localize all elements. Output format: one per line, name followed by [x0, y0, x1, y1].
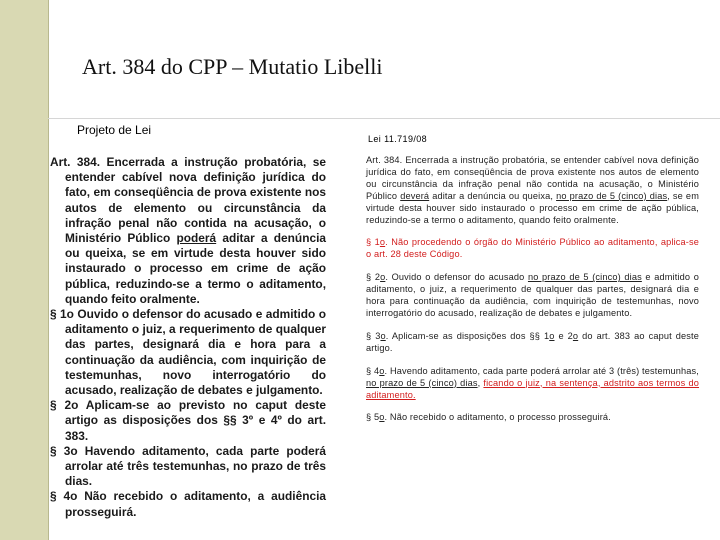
- law-p3-ordinal-b: o: [549, 330, 555, 341]
- law-p3-num: § 3: [366, 330, 381, 341]
- law-article: [366, 155, 699, 226]
- law-article-text-a: Art. 384. Encerrada a instrução probatória, se entender cabível nova definição jurídica do fato, em conseqüência de prova existente nos autos de elemento ou circunstância da infração penal não contida na acusação, o Ministério Público: [366, 155, 699, 201]
- bill-article-text-b: aditar a denúncia ou queixa, se em virtude desta houver sido instaurado o processo em crime de ação pública, reduzindo-se a termo o aditamento, quando feito oralmente.: [65, 231, 326, 306]
- bill-paragraph-2: § 2o Aplicam-se ao previsto no caput deste artigo as disposições dos §§ 3º e 4º do art. 383.: [50, 398, 326, 443]
- decorative-side-bar: [0, 0, 48, 540]
- left-column-heading: Projeto de Lei: [77, 123, 152, 137]
- law-paragraph-4: [366, 366, 699, 402]
- law-p4-emphasis: no prazo de 5 (cinco) dias: [366, 377, 478, 388]
- law-p2-ordinal: o: [380, 272, 386, 283]
- bill-paragraph-3: § 3o Havendo aditamento, cada parte poderá arrolar até três testemunhas, no prazo de três dias.: [50, 443, 326, 489]
- law-p2-num: § 2: [366, 272, 381, 283]
- bill-article-emphasis: poderá: [176, 231, 217, 246]
- law-article-text-c: , se em virtude desta houver sido instaurado o processo em crime de ação pública, reduzindo-se a termo o aditamento, quando feito oralmente.: [366, 190, 700, 225]
- law-p5-num: § 5: [366, 412, 380, 423]
- bill-text-column: [50, 155, 326, 520]
- law-p4-num: § 4: [366, 365, 380, 376]
- law-paragraph-1: [366, 237, 699, 261]
- law-paragraph-5: [366, 412, 699, 424]
- law-paragraph-3: [366, 331, 699, 355]
- law-p2-text-b: e admitido o aditamento, o juiz, a requerimento de qualquer das partes, designará dia e hora para continuação da audiência, com inquirição de testemunhas, novo interrogatório do acusado, realização de debates e julgamento.: [366, 272, 699, 318]
- law-article-emphasis-1: deverá: [400, 190, 430, 201]
- law-p4-text-b: ,: [477, 377, 484, 388]
- law-p3-text-a: . Aplicam-se as disposições dos §§ 1: [385, 330, 550, 341]
- law-text-column: [366, 155, 699, 435]
- law-article-text-b: aditar a denúncia ou queixa,: [429, 190, 557, 201]
- law-paragraph-2: [366, 272, 699, 320]
- law-p2-emphasis: no prazo de 5 (cinco) dias: [527, 272, 642, 283]
- law-p2-text-a: . Ouvido o defensor do acusado: [385, 272, 528, 283]
- bill-paragraph-4: § 4o Não recebido o aditamento, a audiência prosseguirá.: [50, 489, 326, 519]
- law-p4-ordinal: o: [379, 365, 385, 376]
- law-p3-ordinal: o: [380, 330, 386, 341]
- bill-paragraph-1: § 1o Ouvido o defensor do acusado e admitido o aditamento o juiz, a requerimento de qualquer das partes, designará dia e hora para a continuação da audiência, com inquirição de testemunhas, novo interrogatório do acusado, realização de debates e julgamento.: [50, 307, 326, 398]
- side-divider: [48, 0, 49, 540]
- law-p3-text-c: do art. 383 ao caput deste artigo.: [366, 330, 699, 353]
- law-p4-red-clause: ficando o juiz, na sentença, adstrito aos termos do aditamento.: [366, 377, 700, 400]
- law-p1-num: § 1: [366, 237, 380, 248]
- law-p5-text: . Não recebido o aditamento, o processo prosseguirá.: [384, 412, 611, 423]
- bill-article: [50, 155, 326, 307]
- bill-article-text-a: Art. 384. Encerrada a instrução probatória, se entender cabível nova definição jurídica do fato, em conseqüência de prova existente nos autos de elemento ou circunstância da infração penal não contida na acusação, o Ministério Público: [50, 155, 326, 246]
- law-p3-text-b: e 2: [554, 330, 573, 341]
- law-p1-text: . Não procedendo o órgão do Ministério Público ao aditamento, aplica-se o art. 28 deste Código.: [366, 237, 699, 260]
- law-p4-text-a: . Havendo aditamento, cada parte poderá arrolar até 3 (três) testemunhas,: [384, 365, 699, 376]
- law-p3-ordinal-c: o: [572, 330, 579, 341]
- law-article-emphasis-2: no prazo de 5 (cinco) dias: [556, 190, 668, 201]
- law-p1-ordinal: o: [379, 237, 386, 248]
- slide-title: Art. 384 do CPP – Mutatio Libelli: [82, 54, 383, 79]
- right-column-heading: Lei 11.719/08: [368, 134, 428, 144]
- law-p5-ordinal: o: [379, 412, 385, 423]
- title-divider: [48, 118, 720, 119]
